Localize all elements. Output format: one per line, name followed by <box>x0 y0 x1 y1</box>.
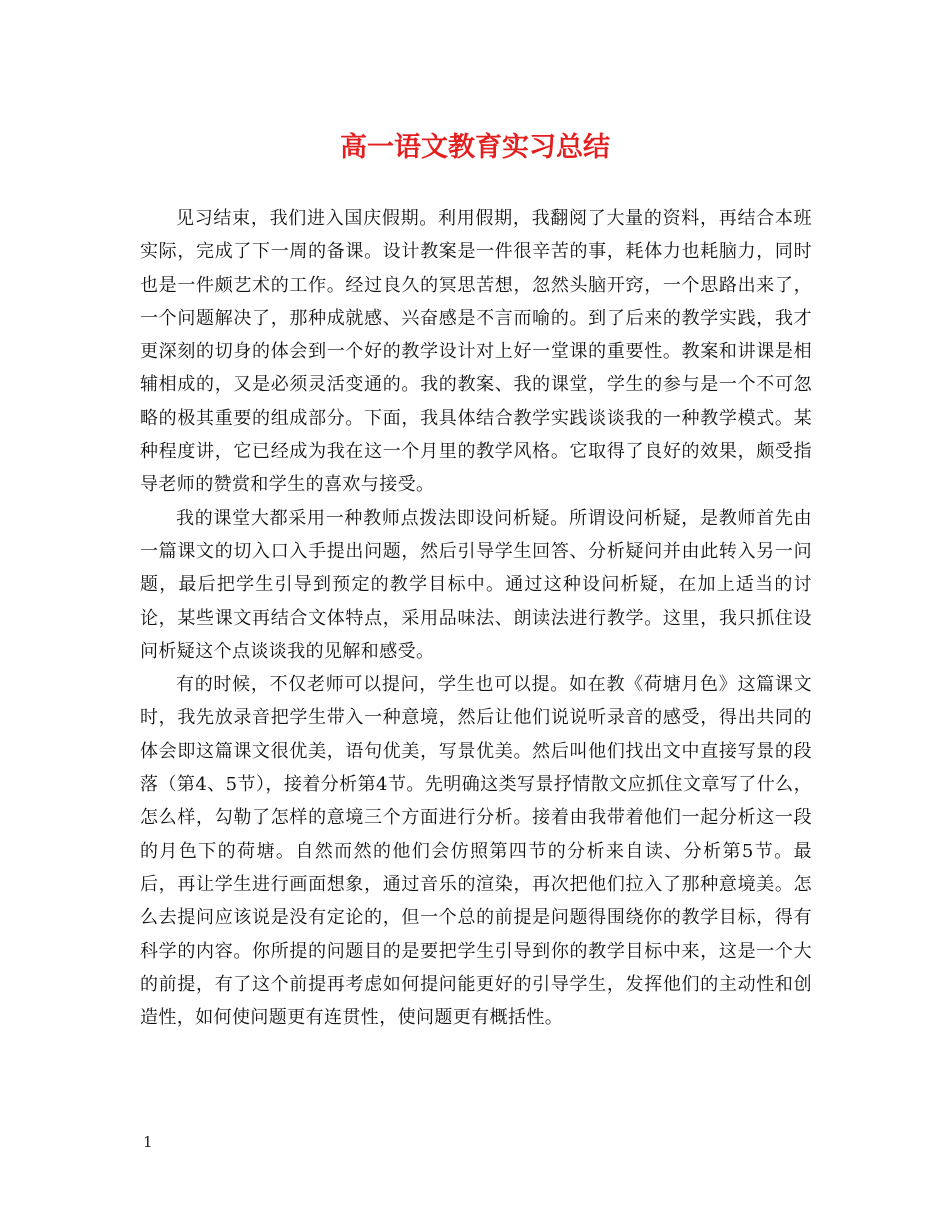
document-body <box>140 202 812 1034</box>
paragraph-1: 见习结束，我们进入国庆假期。利用假期，我翻阅了大量的资料，再结合本班实际，完成了下一周的备课。设计教案是一件很辛苦的事，耗体力也耗脑力，同时也是一件颇艺术的工作。经过良久的冥思苦想，忽然头脑开窍，一个思路出来了，一个问题解决了，那种成就感、兴奋感是不言而喻的。到了后来的教学实践，我才更深刻的切身的体会到一个好的教学设计对上好一堂课的重要性。教案和讲课是相辅相成的，又是必须灵活变通的。我的教案、我的课堂，学生的参与是一个不可忽略的极其重要的组成部分。下面，我具体结合教学实践谈谈我的一种教学模式。某种程度讲，它已经成为我在这一个月里的教学风格。它取得了良好的效果，颇受指导老师的赞赏和学生的喜欢与接受。 <box>140 208 812 496</box>
paragraph-3: 有的时候，不仅老师可以提问，学生也可以提。如在教《荷塘月色》这篇课文时，我先放录音把学生带入一种意境，然后让他们说说听录音的感受，得出共同的体会即这篇课文很优美，语句优美，写景优美。然后叫他们找出文中直接写景的段落（第4、5节），接着分析第4节。先明确这类写景抒情散文应抓住文章写了什么，怎么样，勾勒了怎样的意境三个方面进行分析。接着由我带着他们一起分析这一段的月色下的荷塘。自然而然的他们会仿照第四节的分析来自读、分析第5节。最后，再让学生进行画面想象，通过音乐的渲染，再次把他们拉入了那种意境美。怎么去提问应该说是没有定论的，但一个总的前提是问题得围绕你的教学目标，得有科学的内容。你所提的问题目的是要把学生引导到你的教学目标中来，这是一个大的前提，有了这个前提再考虑如何提问能更好的引导学生，发挥他们的主动性和创造性，如何使问题更有连贯性，使问题更有概括性。 <box>140 674 812 1029</box>
paragraph-2: 我的课堂大都采用一种教师点拨法即设问析疑。所谓设问析疑，是教师首先由一篇课文的切入口入手提出问题，然后引导学生回答、分析疑问并由此转入另一问题，最后把学生引导到预定的教学目标中。通过这种设问析疑，在加上适当的讨论，某些课文再结合文体特点，采用品味法、朗读法进行教学。这里，我只抓住设问析疑这个点谈谈我的见解和感受。 <box>140 507 812 662</box>
document-title: 高一语文教育实习总结 <box>340 132 610 163</box>
page-number: 1 <box>143 1133 153 1151</box>
